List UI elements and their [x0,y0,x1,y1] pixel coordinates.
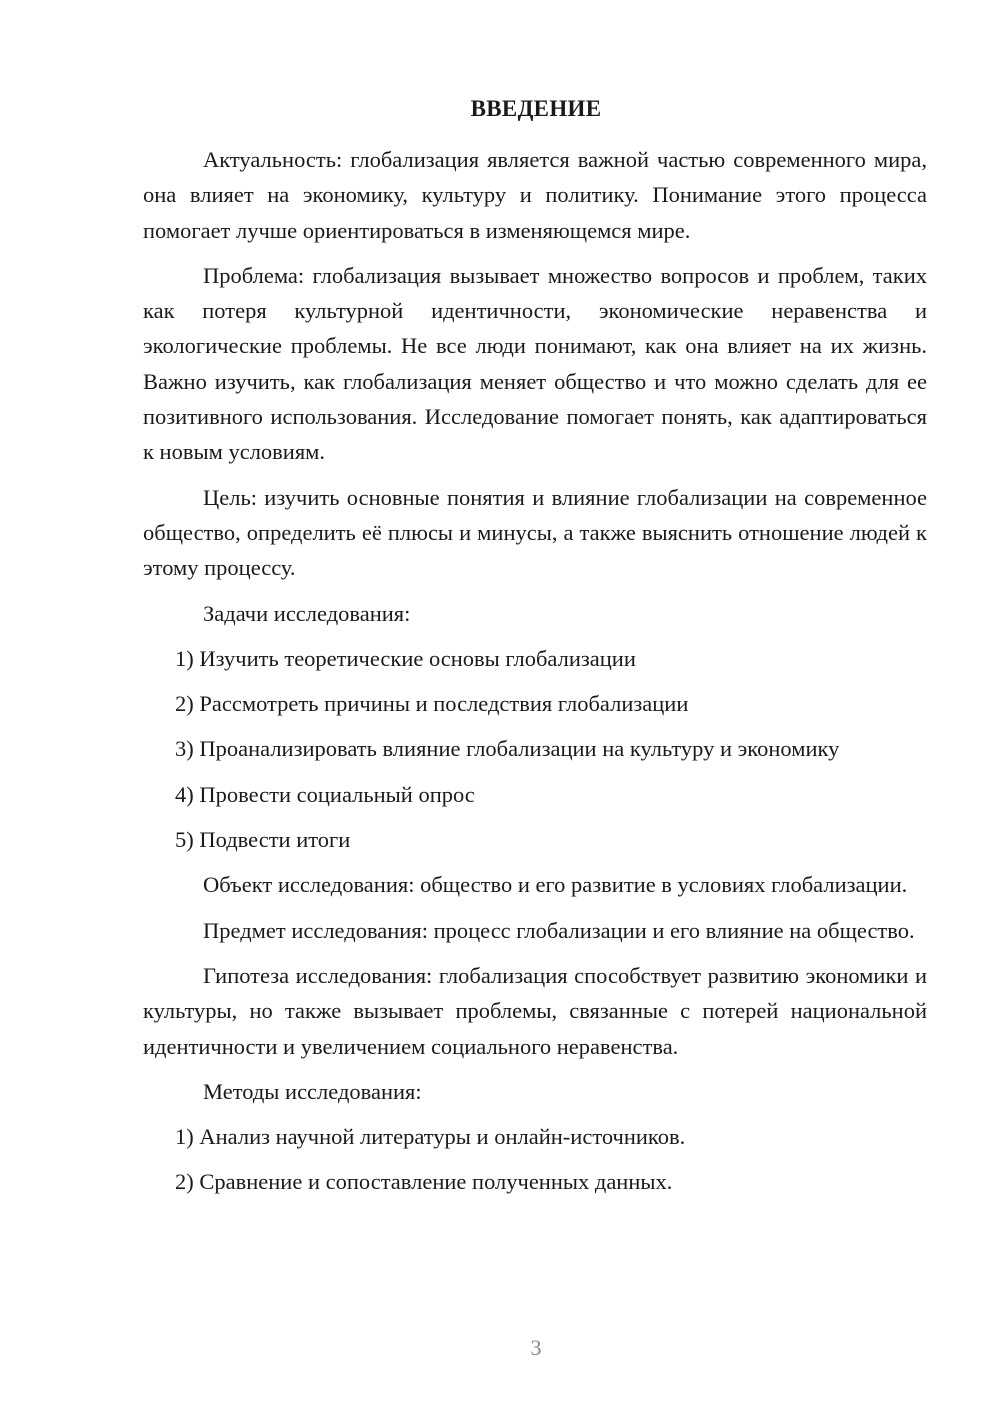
tasks-label: Задачи исследования: [203,600,411,626]
task-item: 2) Рассмотреть причины и последствия глобализации [175,691,689,717]
document-body [143,142,927,1210]
goal-paragraph: Цель: изучить основные понятия и влияние глобализации на современное общество, определить её плюсы и минусы, а также выяснить отношение людей к этому процессу. [143,484,927,581]
section-heading: ВВЕДЕНИЕ [470,96,602,121]
task-item: 1) Изучить теоретические основы глобализации [175,645,636,671]
task-item: 4) Провести социальный опрос [175,781,475,807]
hypothesis-paragraph: Гипотеза исследования: глобализация способствует развитию экономики и культуры, но также вызывает проблемы, связанные с потерей национальной идентичности и увеличением социального неравенства. [143,962,927,1059]
task-item: 3) Проанализировать влияние глобализации на культуру и экономику [175,736,840,762]
problem-paragraph: Проблема: глобализация вызывает множество вопросов и проблем, таких как потеря культурной идентичности, экономические неравенства и экологические проблемы. Не все люди понимают, как она влияет на их жизнь. Важно изучить, как глобализация меняет общество и что можно сделать для ее позитивного использования. Исследование помогает понять, как адаптироваться к новым условиям. [143,262,927,465]
subject-paragraph: Предмет исследования: процесс глобализации и его влияние на общество. [203,917,915,943]
relevance-paragraph: Актуальность: глобализация является важной частью современного мира, она влияет на экономику, культуру и политику. Понимание этого процесса помогает лучше ориентироваться в изменяющемся мире. [143,147,927,243]
methods-label: Методы исследования: [203,1078,422,1104]
method-item: 1) Анализ научной литературы и онлайн-источников. [175,1124,686,1150]
task-item: 5) Подвести итоги [175,827,351,853]
method-item: 2) Сравнение и сопоставление полученных данных. [175,1169,673,1195]
object-paragraph: Объект исследования: общество и его развитие в условиях глобализации. [203,872,908,898]
page-number: 3 [530,1335,542,1360]
